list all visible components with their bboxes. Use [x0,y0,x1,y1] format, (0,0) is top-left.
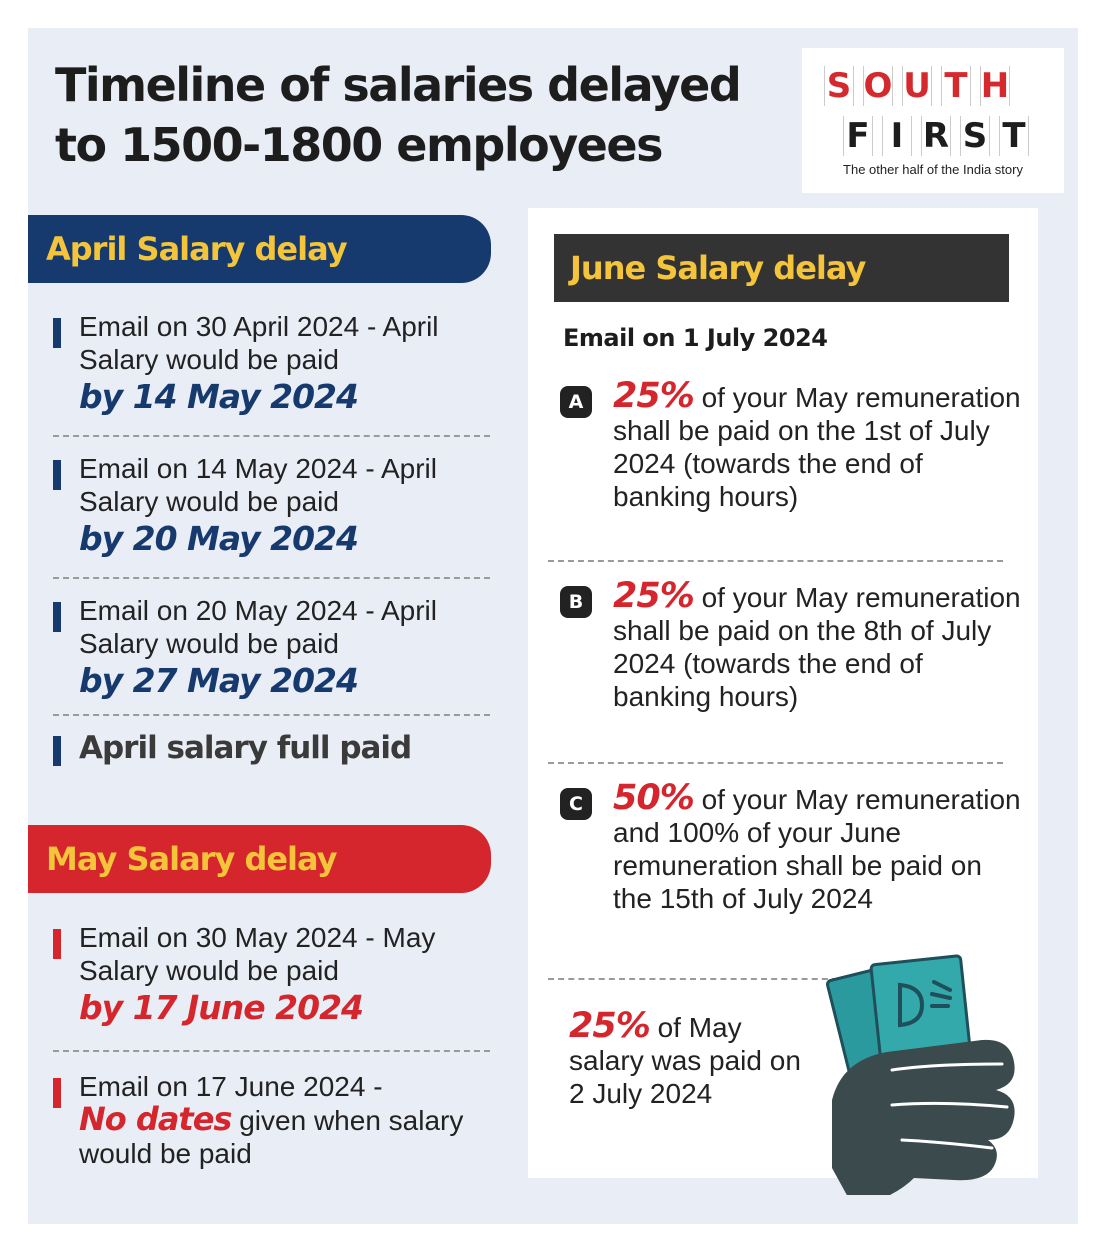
item-text-continued [79,1100,493,1170]
bullet-bar [53,736,61,766]
logo-letter: U [903,66,931,106]
bullet-bar [53,318,61,348]
no-dates-emphasis: No dates [79,1100,232,1138]
april-paid-status: April salary full paid [79,730,412,766]
logo-tagline: The other half of the India story [843,162,1023,177]
divider [53,577,490,579]
bullet-bar [53,460,61,490]
april-item-2 [53,452,493,560]
money-in-hand-icon [822,930,1022,1195]
may-heading: May Salary delay [28,825,491,893]
item-text: Email on 17 June 2024 - [79,1071,383,1102]
paid-percent: 25% [569,1006,650,1046]
page-title: Timeline of salaries delayed to 1500-1800 employees [55,58,741,172]
logo-letter: T [941,66,971,106]
item-due-date: by 27 May 2024 [79,661,358,700]
divider [548,560,1003,562]
april-heading: April Salary delay [28,215,491,283]
june-option-c [560,778,1025,915]
divider [548,978,838,980]
option-description: of your May remuneration and 100% of your June remuneration shall be paid on the 15th of July 2024 [613,784,1021,914]
option-percent: 25% [613,576,694,616]
logo-letter: I [882,116,912,156]
item-text-rest: given when salary would be paid [79,1105,464,1169]
divider [548,762,1003,764]
divider [53,714,490,716]
item-text: Email on 30 May 2024 - May Salary would be paid [79,922,436,986]
june-option-a [560,376,1025,513]
option-letter-badge: C [560,788,592,820]
divider [53,1050,490,1052]
may-item-1 [53,921,493,1029]
option-percent: 50% [613,778,694,818]
item-due-date: by 14 May 2024 [79,377,358,416]
bullet-bar [53,929,61,959]
logo-letter: H [980,66,1010,106]
logo-row-first [843,116,1038,156]
item-due-date: by 17 June 2024 [79,988,364,1027]
logo-letter: F [843,116,873,156]
item-text: Email on 30 April 2024 - April Salary would be paid [79,311,439,375]
logo-letter: O [863,66,893,106]
bullet-bar [53,602,61,632]
item-text: Email on 20 May 2024 - April Salary would be paid [79,595,437,659]
option-text [613,376,1025,513]
option-percent: 25% [613,376,694,416]
june-paid-note [569,1006,819,1110]
option-letter-badge: B [560,586,592,618]
south-first-logo [802,48,1064,193]
june-heading: June Salary delay [554,234,1009,302]
option-letter-badge: A [560,386,592,418]
option-description: of your May remuneration shall be paid on the 8th of July 2024 (towards the end of banking hours) [613,582,1021,712]
fist-icon [832,1040,1015,1195]
logo-letter: S [824,66,854,106]
logo-row-south [824,66,1019,106]
logo-letter: S [960,116,990,156]
may-item-2 [53,1070,493,1170]
june-email-date: Email on 1 July 2024 [563,324,828,352]
item-due-date: by 20 May 2024 [79,519,358,558]
divider [53,435,490,437]
logo-letter: T [999,116,1029,156]
april-item-final [53,728,493,768]
paid-text: of May salary was paid on 2 July 2024 [569,1012,801,1109]
bullet-bar [53,1078,61,1108]
item-text: Email on 14 May 2024 - April Salary would be paid [79,453,437,517]
april-item-1 [53,310,493,418]
option-text [613,576,1025,713]
june-option-b [560,576,1025,713]
option-text [613,778,1025,915]
april-item-3 [53,594,493,702]
logo-letter: R [922,116,950,156]
option-description: of your May remuneration shall be paid on the 1st of July 2024 (towards the end of banking hours) [613,382,1021,512]
